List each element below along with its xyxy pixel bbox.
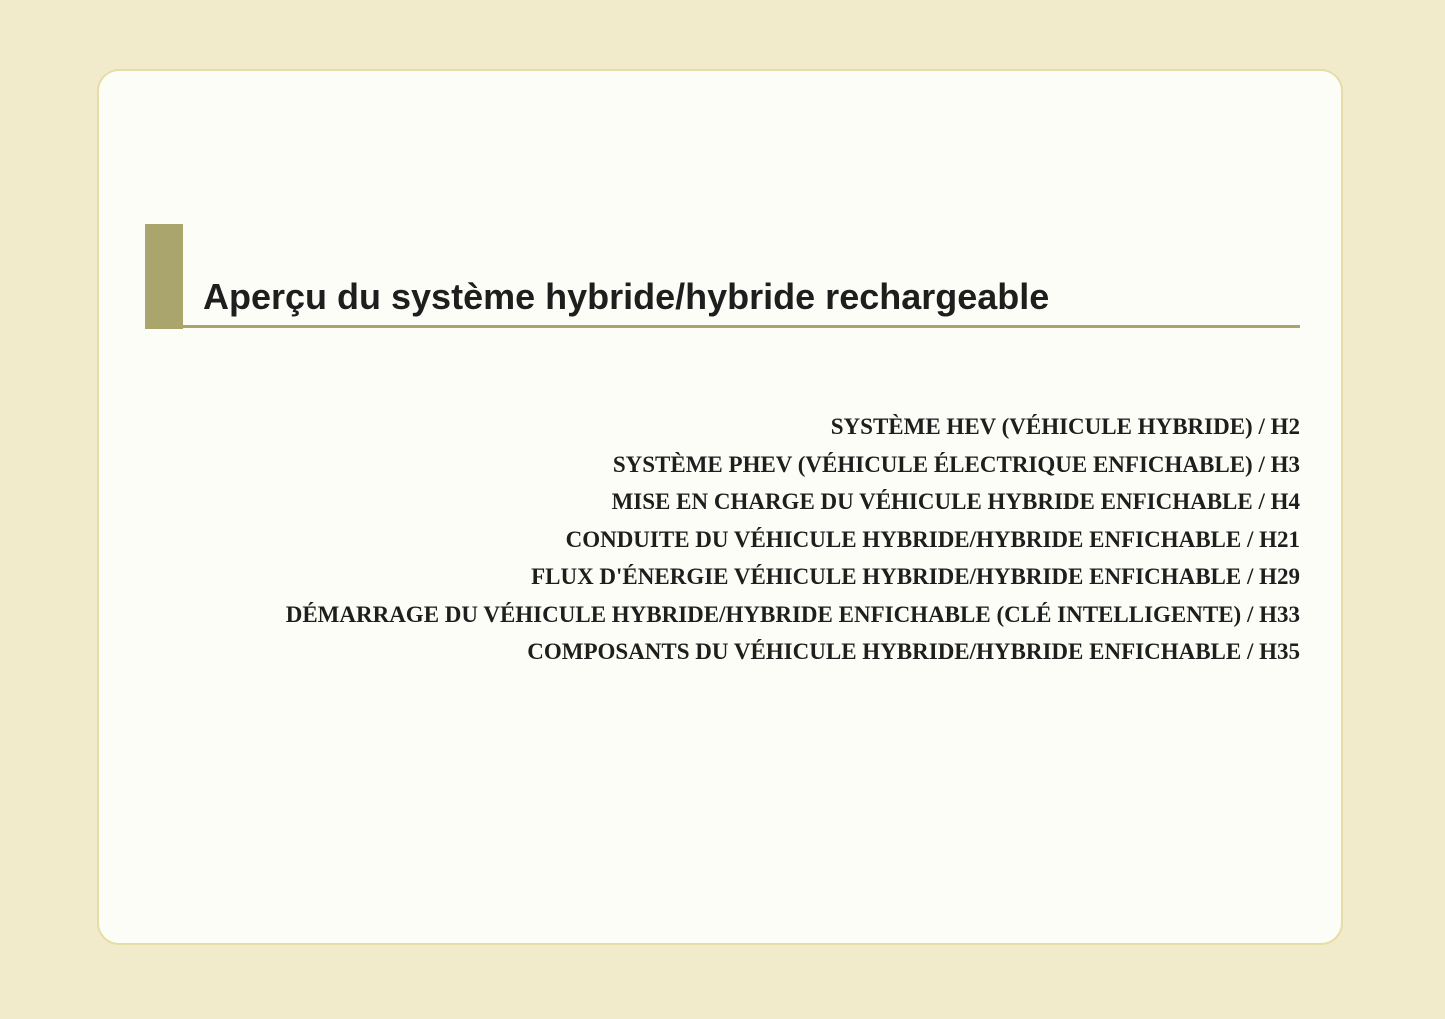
toc-item-components[interactable]: COMPOSANTS DU VÉHICULE HYBRIDE/HYBRIDE ENFICHABLE / H35 [527, 639, 1300, 664]
toc-item-driving[interactable]: CONDUITE DU VÉHICULE HYBRIDE/HYBRIDE ENFICHABLE / H21 [565, 526, 1300, 552]
title-accent-bar [145, 224, 183, 329]
toc-item-charging[interactable]: MISE EN CHARGE DU VÉHICULE HYBRIDE ENFICHABLE / H4 [611, 489, 1300, 514]
toc-item-phev-system[interactable]: SYSTÈME PHEV (VÉHICULE ÉLECTRIQUE ENFICHABLE) / H3 [612, 451, 1300, 477]
toc-item-starting[interactable]: DÉMARRAGE DU VÉHICULE HYBRIDE/HYBRIDE ENFICHABLE (CLÉ INTELLIGENTE) / H33 [285, 601, 1300, 627]
table-of-contents [286, 408, 1300, 671]
toc-item-energy-flow[interactable]: FLUX D'ÉNERGIE VÉHICULE HYBRIDE/HYBRIDE ENFICHABLE / H29 [531, 564, 1300, 589]
toc-item-hev-system[interactable]: SYSTÈME HEV (VÉHICULE HYBRIDE) / H2 [830, 414, 1300, 439]
page-title: Aperçu du système hybride/hybride rechargeable [203, 276, 1050, 317]
title-underline [183, 325, 1300, 328]
